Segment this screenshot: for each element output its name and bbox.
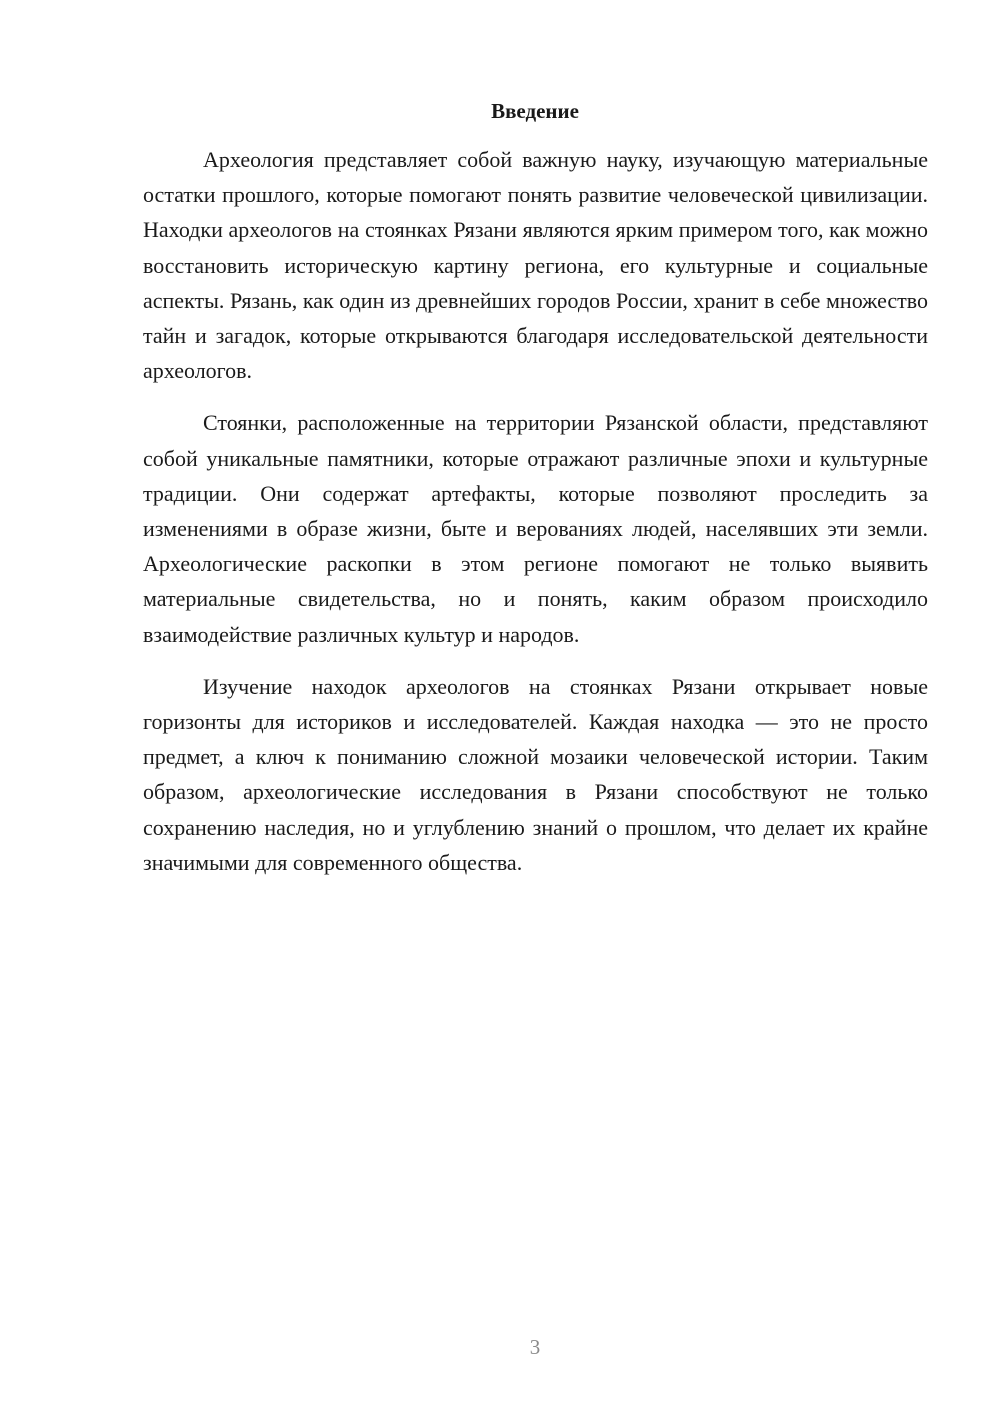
section-heading: Введение xyxy=(491,99,579,123)
paragraph-2: Стоянки, расположенные на территории Рязанской области, представляют собой уникальные памятники, которые отражают различные эпохи и культурные традиции. Они содержат артефакты, которые позволяют проследить за изменениями в образе жизни, быте и верованиях людей, населявших эти земли. Археологические раскопки в этом регионе помогают не только выявить материальные свидетельства, но и понять, каким образом происходило взаимодействие различных культур и народов. xyxy=(143,410,928,647)
paragraph-1: Археология представляет собой важную науку, изучающую материальные остатки прошлого, которые помогают понять развитие человеческой цивилизации. Находки археологов на стоянках Рязани являются ярким примером того, как можно восстановить историческую картину региона, его культурные и социальные аспекты. Рязань, как один из древнейших городов России, хранит в себе множество тайн и загадок, которые открываются благодаря исследовательской деятельности археологов. xyxy=(143,147,928,384)
paragraph-3: Изучение находок археологов на стоянках Рязани открывает новые горизонты для историков и исследователей. Каждая находка — это не просто предмет, а ключ к пониманию сложной мозаики человеческой истории. Таким образом, археологические исследования в Рязани способствуют не только сохранению наследия, но и углублению знаний о прошлом, что делает их крайне значимыми для современного общества. xyxy=(143,673,928,875)
page-number: 3 xyxy=(529,1335,541,1359)
body-text xyxy=(143,142,928,880)
